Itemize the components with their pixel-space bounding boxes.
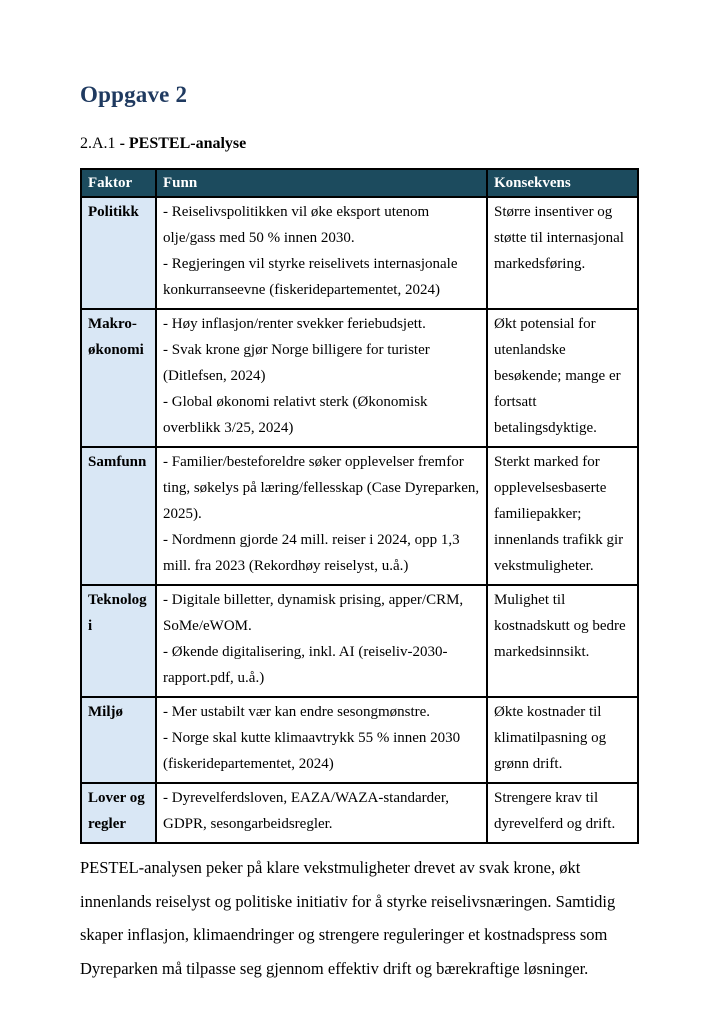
finding-item: - Svak krone gjør Norge billigere for turister (Ditlefsen, 2024) xyxy=(163,342,430,384)
column-header-funn: Funn xyxy=(156,169,487,197)
pestel-table xyxy=(80,168,639,844)
factor-cell: Politikk xyxy=(81,197,156,309)
findings-cell xyxy=(156,585,487,697)
table-row xyxy=(81,783,638,843)
section-name: - PESTEL-analyse xyxy=(119,135,247,152)
finding-item: - Regjeringen vil styrke reiselivets internasjonale konkurranseevne (fiskeridepartementet, 2024) xyxy=(163,256,458,298)
section-number: 2.A.1 xyxy=(80,135,116,152)
column-header-konsekvens: Konsekvens xyxy=(487,169,638,197)
findings-cell xyxy=(156,697,487,783)
table-row xyxy=(81,309,638,447)
table-row xyxy=(81,447,638,585)
factor-cell: Miljø xyxy=(81,697,156,783)
section-heading xyxy=(80,135,637,153)
finding-item: - Familier/besteforeldre søker opplevelser fremfor ting, søkelys på læring/fellesskap (Case Dyreparken, 2025). xyxy=(163,454,480,522)
consequence-cell: Sterkt marked for opplevelsesbaserte familiepakker; innenlands trafikk gir vekstmuligheter. xyxy=(487,447,638,585)
finding-item: - Reiselivspolitikken vil øke eksport utenom olje/gass med 50 % innen 2030. xyxy=(163,204,430,246)
consequence-cell: Økte kostnader til klimatilpasning og grønn drift. xyxy=(487,697,638,783)
findings-cell xyxy=(156,197,487,309)
table-row xyxy=(81,585,638,697)
consequence-cell: Større insentiver og støtte til internasjonal markedsføring. xyxy=(487,197,638,309)
factor-cell: Samfunn xyxy=(81,447,156,585)
table-body xyxy=(81,197,638,843)
consequence-cell: Mulighet til kostnadskutt og bedre markedsinnsikt. xyxy=(487,585,638,697)
table-header xyxy=(81,169,638,197)
table-row xyxy=(81,197,638,309)
consequence-cell: Økt potensial for utenlandske besøkende; mange er fortsatt betalingsdyktige. xyxy=(487,309,638,447)
factor-cell: Teknologi xyxy=(81,585,156,697)
consequence-cell: Strengere krav til dyrevelferd og drift. xyxy=(487,783,638,843)
finding-item: - Norge skal kutte klimaavtrykk 55 % innen 2030 (fiskeridepartementet, 2024) xyxy=(163,730,461,772)
factor-cell: Lover og regler xyxy=(81,783,156,843)
findings-cell xyxy=(156,447,487,585)
summary-paragraph: PESTEL-analysen peker på klare vekstmuligheter drevet av svak krone, økt innenlands reiselyst og politiske initiativ for å styrke reiselivsnæringen. Samtidig skaper inflasjon, klimaendringer og strengere reguleringer et kostnadspress som Dyreparken må tilpasse seg gjennom effektiv drift og bærekraftige løsninger. xyxy=(80,858,616,978)
page-title: Oppgave 2 xyxy=(80,82,188,107)
column-header-faktor: Faktor xyxy=(81,169,156,197)
header-row xyxy=(81,169,638,197)
finding-item: - Høy inflasjon/renter svekker feriebudsjett. xyxy=(163,316,426,332)
finding-item: - Digitale billetter, dynamisk prising, apper/CRM, SoMe/eWOM. xyxy=(163,592,464,634)
finding-item: - Nordmenn gjorde 24 mill. reiser i 2024, opp 1,3 mill. fra 2023 (Rekordhøy reiselyst, u.å.) xyxy=(163,532,460,574)
finding-item: - Dyrevelferdsloven, EAZA/WAZA-standarder, GDPR, sesongarbeidsregler. xyxy=(163,790,449,832)
factor-cell: Makro-økonomi xyxy=(81,309,156,447)
findings-cell xyxy=(156,783,487,843)
table-row xyxy=(81,697,638,783)
finding-item: - Global økonomi relativt sterk (Økonomisk overblikk 3/25, 2024) xyxy=(163,394,428,436)
finding-item: - Mer ustabilt vær kan endre sesongmønstre. xyxy=(163,704,431,720)
finding-item: - Økende digitalisering, inkl. AI (reiseliv-2030-rapport.pdf, u.å.) xyxy=(163,644,448,686)
findings-cell xyxy=(156,309,487,447)
